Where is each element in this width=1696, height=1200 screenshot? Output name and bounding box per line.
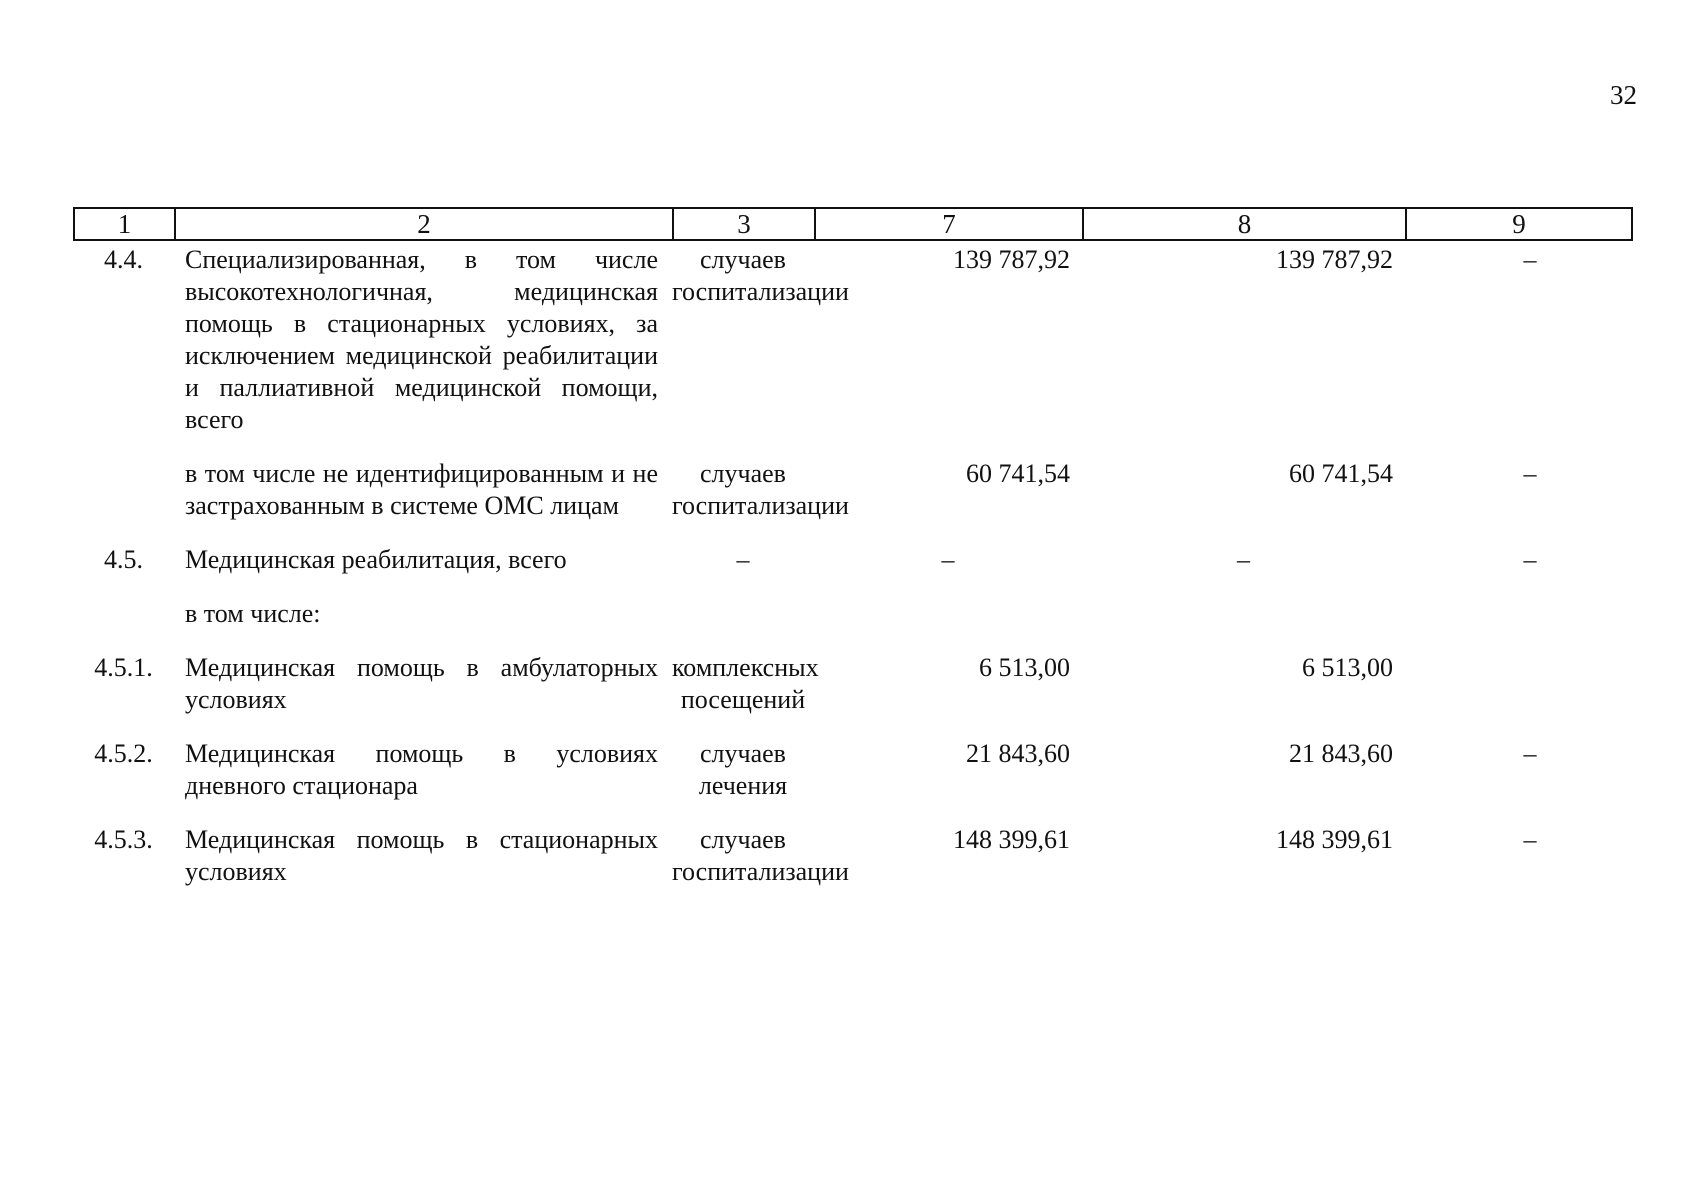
row-number xyxy=(73,458,174,522)
row-value-col9 xyxy=(1405,598,1633,630)
row-unit: комплексных посещений xyxy=(672,653,819,714)
row-value-col7: 148 399,61 xyxy=(953,825,1070,854)
table-body xyxy=(73,244,1633,888)
row-value-col9: – xyxy=(1523,545,1537,574)
row-name: Медицинская реабилитация, всего xyxy=(185,545,567,574)
row-name: в том числе не идентифицированным и не застрахованным в системе ОМС лицам xyxy=(185,459,658,520)
row-unit: случаев госпитализации xyxy=(672,245,849,306)
row-value-col7: – xyxy=(941,545,955,574)
column-header-9: 9 xyxy=(1512,209,1526,239)
table-row xyxy=(73,544,1633,576)
column-header-1: 1 xyxy=(75,209,176,239)
row-value-col9 xyxy=(1405,652,1633,716)
row-value-col7 xyxy=(814,598,1082,630)
table-row xyxy=(73,824,1633,888)
row-name: Специализированная, в том числе высокотехнологичная, медицинская помощь в стационарных условиях, за исключением медицинской реабилитации и паллиативной медицинской помощи, всего xyxy=(185,245,658,434)
row-value-col7: 139 787,92 xyxy=(953,245,1070,274)
table-header-row xyxy=(73,207,1633,241)
row-value-col7: 21 843,60 xyxy=(966,739,1070,768)
row-value-col9: – xyxy=(1523,245,1537,274)
column-header-7: 7 xyxy=(816,209,1084,239)
row-value-col8: 21 843,60 xyxy=(1289,739,1393,768)
column-header-2: 2 xyxy=(176,209,674,239)
row-name: Медицинская помощь в стационарных условиях xyxy=(185,825,658,886)
row-unit: случаев лечения xyxy=(698,739,788,800)
table-row xyxy=(73,598,1633,630)
row-value-col8: 139 787,92 xyxy=(1276,245,1393,274)
table-row xyxy=(73,244,1633,436)
table-row xyxy=(73,458,1633,522)
row-value-col8: 60 741,54 xyxy=(1289,459,1393,488)
row-name: Медицинская помощь в условиях дневного стационара xyxy=(185,739,658,800)
column-header-8: 8 xyxy=(1084,209,1407,239)
table-row xyxy=(73,652,1633,716)
row-value-col9: – xyxy=(1523,825,1537,854)
row-value-col7: 6 513,00 xyxy=(979,653,1070,682)
row-value-col9: – xyxy=(1523,459,1537,488)
row-value-col9: – xyxy=(1523,739,1537,768)
row-value-col8: 6 513,00 xyxy=(1302,653,1393,682)
row-value-col7: 60 741,54 xyxy=(966,459,1070,488)
row-unit: случаев госпитализации xyxy=(672,459,849,520)
page-number: 32 xyxy=(1610,80,1637,110)
column-header-3: 3 xyxy=(674,209,816,239)
row-name: в том числе: xyxy=(185,599,321,628)
row-value-col8: – xyxy=(1237,545,1250,574)
row-value-col8: 148 399,61 xyxy=(1276,825,1393,854)
row-number: 4.4. xyxy=(104,245,143,274)
row-number: 4.5.1. xyxy=(94,653,153,682)
row-number: 4.5.2. xyxy=(94,739,153,768)
row-number: 4.5. xyxy=(104,545,143,574)
row-number: 4.5.3. xyxy=(94,825,153,854)
row-unit xyxy=(672,598,814,630)
row-number xyxy=(73,598,174,630)
row-value-col8 xyxy=(1082,598,1405,630)
table-row xyxy=(73,738,1633,802)
row-name: Медицинская помощь в амбулаторных условиях xyxy=(185,653,658,714)
row-unit: случаев госпитализации xyxy=(672,825,849,886)
row-unit: – xyxy=(736,545,750,574)
